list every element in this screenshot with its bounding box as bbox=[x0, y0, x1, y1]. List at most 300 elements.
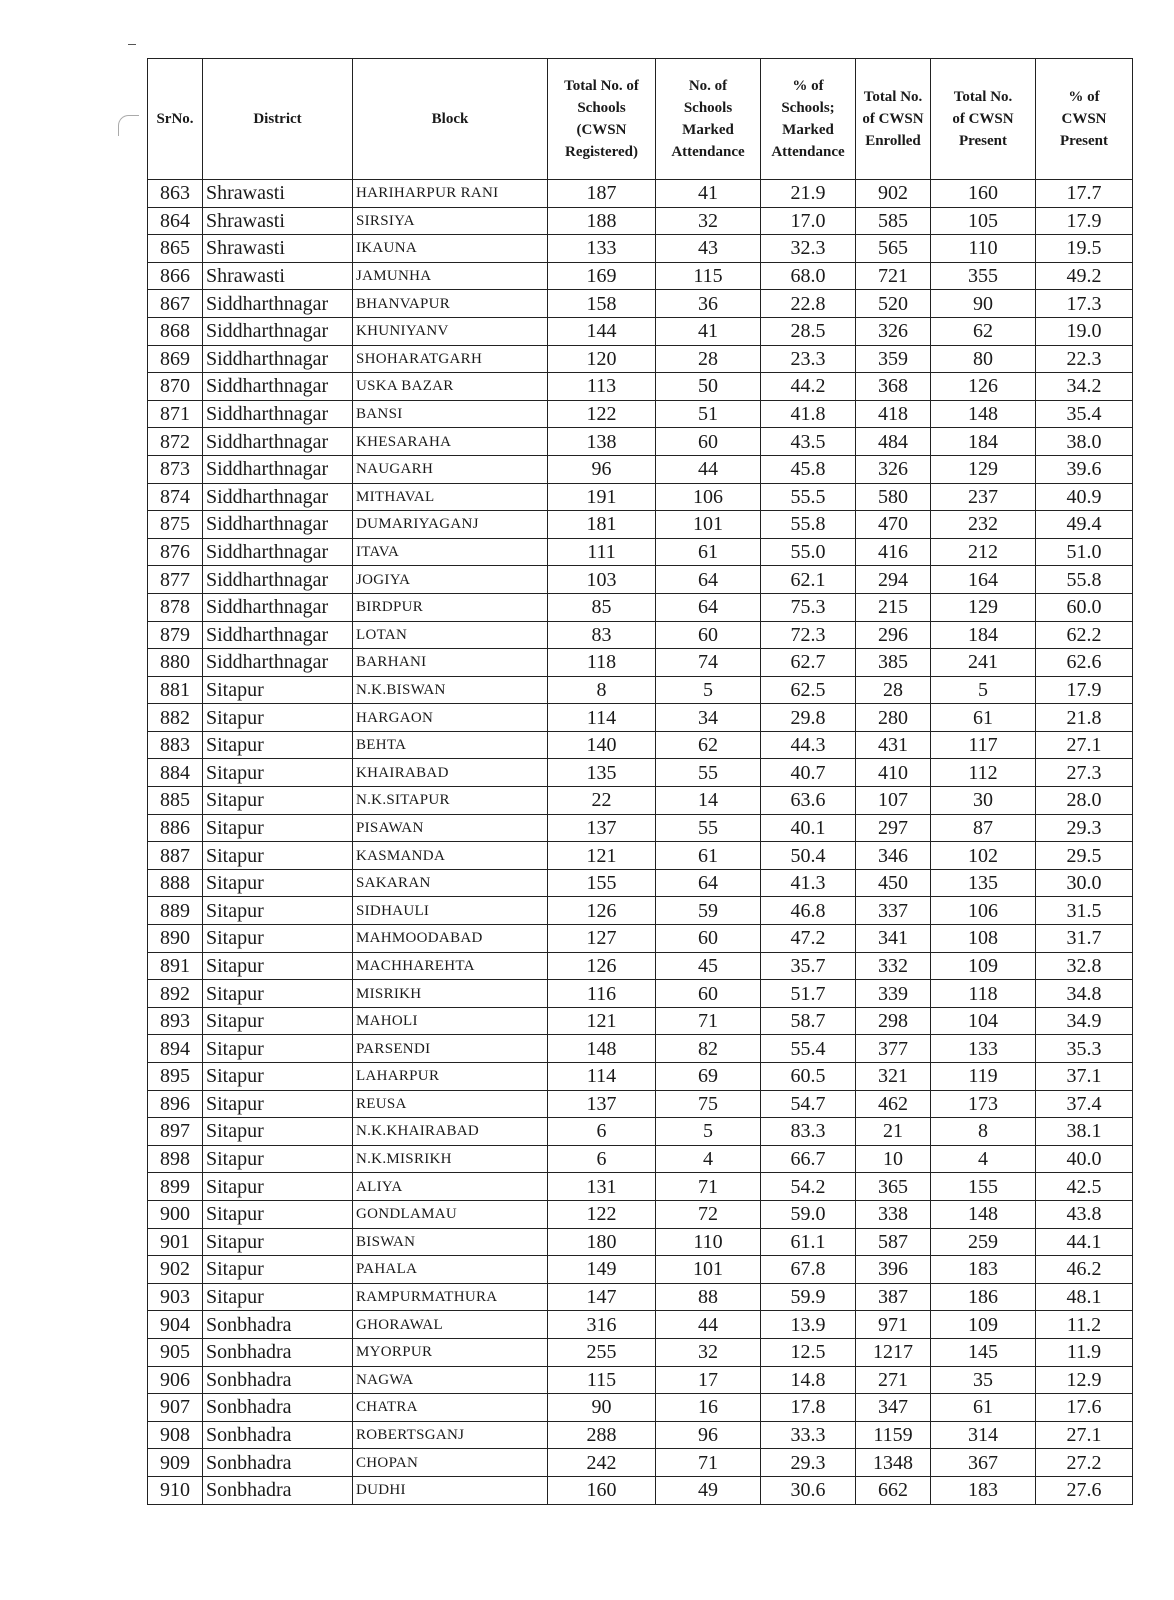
cell-present: 118 bbox=[931, 980, 1036, 1008]
table-row bbox=[148, 1173, 1133, 1201]
table-row bbox=[148, 1449, 1133, 1477]
cell-enrolled: 396 bbox=[856, 1256, 931, 1284]
cell-district: Sitapur bbox=[203, 1228, 353, 1256]
cell-marked-schools: 36 bbox=[656, 290, 761, 318]
cell-marked-schools: 96 bbox=[656, 1421, 761, 1449]
cell-srno: 910 bbox=[148, 1476, 203, 1504]
cell-marked-schools: 64 bbox=[656, 566, 761, 594]
cell-total-schools: 114 bbox=[548, 1063, 656, 1091]
cell-marked-schools: 106 bbox=[656, 483, 761, 511]
table-row bbox=[148, 235, 1133, 263]
cell-srno: 892 bbox=[148, 980, 203, 1008]
cell-block: N.K.MISRIKH bbox=[353, 1145, 548, 1173]
cell-pct-present: 17.6 bbox=[1036, 1394, 1133, 1422]
cell-enrolled: 587 bbox=[856, 1228, 931, 1256]
cell-marked-schools: 16 bbox=[656, 1394, 761, 1422]
cell-enrolled: 359 bbox=[856, 345, 931, 373]
table-row bbox=[148, 1228, 1133, 1256]
cell-district: Sitapur bbox=[203, 1118, 353, 1146]
cell-pct-present: 27.1 bbox=[1036, 1421, 1133, 1449]
cell-pct-schools: 59.0 bbox=[761, 1200, 856, 1228]
cell-marked-schools: 82 bbox=[656, 1035, 761, 1063]
cell-enrolled: 385 bbox=[856, 649, 931, 677]
table-row bbox=[148, 428, 1133, 456]
cell-block: KHESARAHA bbox=[353, 428, 548, 456]
cell-marked-schools: 60 bbox=[656, 925, 761, 953]
cell-total-schools: 126 bbox=[548, 952, 656, 980]
cell-pct-schools: 29.3 bbox=[761, 1449, 856, 1477]
cell-pct-present: 37.4 bbox=[1036, 1090, 1133, 1118]
cell-srno: 866 bbox=[148, 262, 203, 290]
cell-district: Sonbhadra bbox=[203, 1394, 353, 1422]
cell-total-schools: 188 bbox=[548, 207, 656, 235]
cell-block: KHUNIYANV bbox=[353, 317, 548, 345]
table-row bbox=[148, 787, 1133, 815]
cell-total-schools: 85 bbox=[548, 593, 656, 621]
cell-srno: 902 bbox=[148, 1256, 203, 1284]
cell-srno: 907 bbox=[148, 1394, 203, 1422]
cell-district: Sitapur bbox=[203, 1145, 353, 1173]
cell-srno: 888 bbox=[148, 869, 203, 897]
cell-pct-schools: 55.5 bbox=[761, 483, 856, 511]
cell-marked-schools: 61 bbox=[656, 842, 761, 870]
cell-district: Sitapur bbox=[203, 980, 353, 1008]
cell-district: Siddharthnagar bbox=[203, 455, 353, 483]
table-row bbox=[148, 566, 1133, 594]
cell-enrolled: 271 bbox=[856, 1366, 931, 1394]
cell-block: REUSA bbox=[353, 1090, 548, 1118]
cell-enrolled: 298 bbox=[856, 1007, 931, 1035]
cell-srno: 905 bbox=[148, 1338, 203, 1366]
cell-present: 8 bbox=[931, 1118, 1036, 1146]
table-row bbox=[148, 1200, 1133, 1228]
cell-enrolled: 410 bbox=[856, 759, 931, 787]
table-row bbox=[148, 952, 1133, 980]
cell-pct-schools: 13.9 bbox=[761, 1311, 856, 1339]
cell-present: 80 bbox=[931, 345, 1036, 373]
cell-total-schools: 147 bbox=[548, 1283, 656, 1311]
cell-district: Sitapur bbox=[203, 1007, 353, 1035]
cell-total-schools: 116 bbox=[548, 980, 656, 1008]
cell-pct-schools: 44.3 bbox=[761, 731, 856, 759]
cell-total-schools: 187 bbox=[548, 180, 656, 208]
cell-district: Siddharthnagar bbox=[203, 428, 353, 456]
cell-enrolled: 662 bbox=[856, 1476, 931, 1504]
cell-pct-present: 21.8 bbox=[1036, 704, 1133, 732]
cell-total-schools: 160 bbox=[548, 1476, 656, 1504]
table-row bbox=[148, 1366, 1133, 1394]
cell-pct-present: 27.2 bbox=[1036, 1449, 1133, 1477]
cell-srno: 901 bbox=[148, 1228, 203, 1256]
cell-pct-schools: 58.7 bbox=[761, 1007, 856, 1035]
cell-pct-present: 22.3 bbox=[1036, 345, 1133, 373]
cell-district: Sonbhadra bbox=[203, 1476, 353, 1504]
cell-present: 183 bbox=[931, 1476, 1036, 1504]
cell-total-schools: 135 bbox=[548, 759, 656, 787]
cell-present: 30 bbox=[931, 787, 1036, 815]
cell-district: Sitapur bbox=[203, 759, 353, 787]
cell-pct-present: 55.8 bbox=[1036, 566, 1133, 594]
cell-pct-present: 32.8 bbox=[1036, 952, 1133, 980]
cell-enrolled: 321 bbox=[856, 1063, 931, 1091]
table-row bbox=[148, 511, 1133, 539]
cell-block: SAKARAN bbox=[353, 869, 548, 897]
cell-marked-schools: 5 bbox=[656, 676, 761, 704]
cell-total-schools: 133 bbox=[548, 235, 656, 263]
cell-srno: 909 bbox=[148, 1449, 203, 1477]
cell-enrolled: 368 bbox=[856, 373, 931, 401]
cell-block: IKAUNA bbox=[353, 235, 548, 263]
cell-district: Shrawasti bbox=[203, 262, 353, 290]
cell-srno: 898 bbox=[148, 1145, 203, 1173]
cell-total-schools: 140 bbox=[548, 731, 656, 759]
cell-present: 367 bbox=[931, 1449, 1036, 1477]
cell-srno: 894 bbox=[148, 1035, 203, 1063]
cell-present: 186 bbox=[931, 1283, 1036, 1311]
cell-district: Sonbhadra bbox=[203, 1421, 353, 1449]
cell-enrolled: 326 bbox=[856, 455, 931, 483]
cell-enrolled: 326 bbox=[856, 317, 931, 345]
cell-pct-present: 35.3 bbox=[1036, 1035, 1133, 1063]
cell-pct-schools: 83.3 bbox=[761, 1118, 856, 1146]
cell-pct-present: 27.1 bbox=[1036, 731, 1133, 759]
cell-pct-schools: 17.0 bbox=[761, 207, 856, 235]
cell-present: 61 bbox=[931, 704, 1036, 732]
table-row bbox=[148, 621, 1133, 649]
cell-block: NAGWA bbox=[353, 1366, 548, 1394]
cell-srno: 870 bbox=[148, 373, 203, 401]
cell-marked-schools: 62 bbox=[656, 731, 761, 759]
cell-pct-present: 17.9 bbox=[1036, 207, 1133, 235]
cell-pct-schools: 46.8 bbox=[761, 897, 856, 925]
cell-total-schools: 138 bbox=[548, 428, 656, 456]
table-row bbox=[148, 1476, 1133, 1504]
cell-srno: 891 bbox=[148, 952, 203, 980]
cell-block: BISWAN bbox=[353, 1228, 548, 1256]
cell-present: 109 bbox=[931, 952, 1036, 980]
cell-pct-present: 48.1 bbox=[1036, 1283, 1133, 1311]
cell-district: Sitapur bbox=[203, 925, 353, 953]
table-row bbox=[148, 1394, 1133, 1422]
cell-srno: 904 bbox=[148, 1311, 203, 1339]
cell-total-schools: 255 bbox=[548, 1338, 656, 1366]
header-marked-schools: No. of Schools Marked Attendance bbox=[656, 59, 761, 180]
cell-pct-schools: 23.3 bbox=[761, 345, 856, 373]
table-row bbox=[148, 980, 1133, 1008]
cell-pct-present: 38.1 bbox=[1036, 1118, 1133, 1146]
cell-pct-schools: 51.7 bbox=[761, 980, 856, 1008]
cell-marked-schools: 88 bbox=[656, 1283, 761, 1311]
cell-district: Siddharthnagar bbox=[203, 649, 353, 677]
cell-enrolled: 418 bbox=[856, 400, 931, 428]
cell-pct-present: 19.5 bbox=[1036, 235, 1133, 263]
cell-srno: 875 bbox=[148, 511, 203, 539]
cell-pct-schools: 54.2 bbox=[761, 1173, 856, 1201]
cell-pct-present: 19.0 bbox=[1036, 317, 1133, 345]
cell-enrolled: 1348 bbox=[856, 1449, 931, 1477]
attendance-table-container bbox=[147, 58, 1132, 1505]
cell-block: BEHTA bbox=[353, 731, 548, 759]
cell-pct-schools: 75.3 bbox=[761, 593, 856, 621]
cell-district: Siddharthnagar bbox=[203, 373, 353, 401]
cell-present: 314 bbox=[931, 1421, 1036, 1449]
table-row bbox=[148, 897, 1133, 925]
cell-enrolled: 580 bbox=[856, 483, 931, 511]
cell-block: DUMARIYAGANJ bbox=[353, 511, 548, 539]
cell-block: LAHARPUR bbox=[353, 1063, 548, 1091]
cell-marked-schools: 71 bbox=[656, 1007, 761, 1035]
cell-enrolled: 337 bbox=[856, 897, 931, 925]
table-row bbox=[148, 207, 1133, 235]
header-pct-schools: % of Schools; Marked Attendance bbox=[761, 59, 856, 180]
cell-marked-schools: 44 bbox=[656, 455, 761, 483]
cell-enrolled: 377 bbox=[856, 1035, 931, 1063]
cell-pct-schools: 21.9 bbox=[761, 180, 856, 208]
cell-srno: 896 bbox=[148, 1090, 203, 1118]
cell-srno: 899 bbox=[148, 1173, 203, 1201]
cell-block: MITHAVAL bbox=[353, 483, 548, 511]
cell-present: 117 bbox=[931, 731, 1036, 759]
cell-marked-schools: 17 bbox=[656, 1366, 761, 1394]
cell-srno: 868 bbox=[148, 317, 203, 345]
cell-total-schools: 137 bbox=[548, 814, 656, 842]
cell-district: Sitapur bbox=[203, 1173, 353, 1201]
cell-marked-schools: 101 bbox=[656, 511, 761, 539]
cell-pct-schools: 32.3 bbox=[761, 235, 856, 263]
cell-present: 212 bbox=[931, 538, 1036, 566]
cell-srno: 889 bbox=[148, 897, 203, 925]
cell-total-schools: 181 bbox=[548, 511, 656, 539]
cell-block: PARSENDI bbox=[353, 1035, 548, 1063]
cell-total-schools: 120 bbox=[548, 345, 656, 373]
cell-pct-schools: 17.8 bbox=[761, 1394, 856, 1422]
cell-district: Sonbhadra bbox=[203, 1338, 353, 1366]
cell-total-schools: 83 bbox=[548, 621, 656, 649]
cell-enrolled: 971 bbox=[856, 1311, 931, 1339]
cell-district: Sitapur bbox=[203, 731, 353, 759]
cell-enrolled: 21 bbox=[856, 1118, 931, 1146]
cell-pct-schools: 14.8 bbox=[761, 1366, 856, 1394]
cell-district: Shrawasti bbox=[203, 235, 353, 263]
cell-present: 129 bbox=[931, 593, 1036, 621]
cell-block: KHAIRABAD bbox=[353, 759, 548, 787]
cell-present: 104 bbox=[931, 1007, 1036, 1035]
cell-marked-schools: 60 bbox=[656, 980, 761, 1008]
cell-enrolled: 297 bbox=[856, 814, 931, 842]
cell-district: Siddharthnagar bbox=[203, 317, 353, 345]
cell-total-schools: 316 bbox=[548, 1311, 656, 1339]
cell-present: 173 bbox=[931, 1090, 1036, 1118]
cell-srno: 878 bbox=[148, 593, 203, 621]
cell-marked-schools: 32 bbox=[656, 1338, 761, 1366]
cell-srno: 874 bbox=[148, 483, 203, 511]
cell-district: Siddharthnagar bbox=[203, 345, 353, 373]
cell-enrolled: 416 bbox=[856, 538, 931, 566]
cell-present: 61 bbox=[931, 1394, 1036, 1422]
cell-present: 237 bbox=[931, 483, 1036, 511]
cell-present: 232 bbox=[931, 511, 1036, 539]
cell-present: 148 bbox=[931, 400, 1036, 428]
cell-present: 112 bbox=[931, 759, 1036, 787]
cell-marked-schools: 32 bbox=[656, 207, 761, 235]
cell-marked-schools: 60 bbox=[656, 428, 761, 456]
table-row bbox=[148, 1035, 1133, 1063]
cell-total-schools: 191 bbox=[548, 483, 656, 511]
cell-total-schools: 111 bbox=[548, 538, 656, 566]
cell-block: N.K.SITAPUR bbox=[353, 787, 548, 815]
cell-enrolled: 280 bbox=[856, 704, 931, 732]
cell-total-schools: 122 bbox=[548, 1200, 656, 1228]
cell-pct-schools: 12.5 bbox=[761, 1338, 856, 1366]
table-row bbox=[148, 290, 1133, 318]
header-pct-present: % of CWSN Present bbox=[1036, 59, 1133, 180]
cell-pct-schools: 60.5 bbox=[761, 1063, 856, 1091]
cell-pct-present: 40.9 bbox=[1036, 483, 1133, 511]
cell-pct-schools: 55.4 bbox=[761, 1035, 856, 1063]
cell-marked-schools: 60 bbox=[656, 621, 761, 649]
cell-district: Shrawasti bbox=[203, 207, 353, 235]
cell-district: Siddharthnagar bbox=[203, 593, 353, 621]
cell-marked-schools: 49 bbox=[656, 1476, 761, 1504]
cell-pct-schools: 33.3 bbox=[761, 1421, 856, 1449]
cell-pct-present: 43.8 bbox=[1036, 1200, 1133, 1228]
cell-pct-present: 39.6 bbox=[1036, 455, 1133, 483]
cell-enrolled: 450 bbox=[856, 869, 931, 897]
cell-present: 106 bbox=[931, 897, 1036, 925]
cell-pct-present: 17.7 bbox=[1036, 180, 1133, 208]
cell-pct-present: 35.4 bbox=[1036, 400, 1133, 428]
cell-total-schools: 122 bbox=[548, 400, 656, 428]
cell-district: Siddharthnagar bbox=[203, 483, 353, 511]
cell-total-schools: 96 bbox=[548, 455, 656, 483]
cell-pct-schools: 55.0 bbox=[761, 538, 856, 566]
cell-district: Siddharthnagar bbox=[203, 511, 353, 539]
cell-present: 119 bbox=[931, 1063, 1036, 1091]
cell-marked-schools: 55 bbox=[656, 814, 761, 842]
cell-pct-present: 30.0 bbox=[1036, 869, 1133, 897]
cell-pct-present: 42.5 bbox=[1036, 1173, 1133, 1201]
cell-district: Sitapur bbox=[203, 1200, 353, 1228]
cell-pct-present: 62.6 bbox=[1036, 649, 1133, 677]
cell-district: Sitapur bbox=[203, 869, 353, 897]
cell-marked-schools: 101 bbox=[656, 1256, 761, 1284]
cell-marked-schools: 44 bbox=[656, 1311, 761, 1339]
cell-present: 87 bbox=[931, 814, 1036, 842]
cell-district: Sonbhadra bbox=[203, 1311, 353, 1339]
cell-pct-schools: 22.8 bbox=[761, 290, 856, 318]
cell-enrolled: 365 bbox=[856, 1173, 931, 1201]
cell-block: NAUGARH bbox=[353, 455, 548, 483]
cell-district: Sitapur bbox=[203, 842, 353, 870]
cell-block: BHANVAPUR bbox=[353, 290, 548, 318]
table-row bbox=[148, 373, 1133, 401]
cell-district: Sitapur bbox=[203, 1256, 353, 1284]
cell-enrolled: 470 bbox=[856, 511, 931, 539]
cell-pct-schools: 40.1 bbox=[761, 814, 856, 842]
cell-present: 184 bbox=[931, 621, 1036, 649]
table-row bbox=[148, 1311, 1133, 1339]
cell-srno: 903 bbox=[148, 1283, 203, 1311]
cell-pct-schools: 61.1 bbox=[761, 1228, 856, 1256]
table-row bbox=[148, 455, 1133, 483]
cell-pct-schools: 29.8 bbox=[761, 704, 856, 732]
cell-total-schools: 180 bbox=[548, 1228, 656, 1256]
cell-district: Sonbhadra bbox=[203, 1449, 353, 1477]
table-row bbox=[148, 731, 1133, 759]
cell-pct-present: 28.0 bbox=[1036, 787, 1133, 815]
cell-pct-schools: 41.8 bbox=[761, 400, 856, 428]
cell-pct-schools: 45.8 bbox=[761, 455, 856, 483]
cell-district: Sonbhadra bbox=[203, 1366, 353, 1394]
cell-enrolled: 296 bbox=[856, 621, 931, 649]
cell-enrolled: 339 bbox=[856, 980, 931, 1008]
cell-block: HARGAON bbox=[353, 704, 548, 732]
cell-block: ITAVA bbox=[353, 538, 548, 566]
cell-pct-schools: 59.9 bbox=[761, 1283, 856, 1311]
cell-pct-present: 27.6 bbox=[1036, 1476, 1133, 1504]
cell-srno: 906 bbox=[148, 1366, 203, 1394]
cell-district: Sitapur bbox=[203, 1283, 353, 1311]
cell-srno: 886 bbox=[148, 814, 203, 842]
table-row bbox=[148, 483, 1133, 511]
cell-district: Sitapur bbox=[203, 897, 353, 925]
header-total-schools: Total No. of Schools (CWSN Registered) bbox=[548, 59, 656, 180]
cell-pct-present: 29.5 bbox=[1036, 842, 1133, 870]
cell-srno: 877 bbox=[148, 566, 203, 594]
cell-marked-schools: 64 bbox=[656, 593, 761, 621]
table-row bbox=[148, 1338, 1133, 1366]
cell-enrolled: 28 bbox=[856, 676, 931, 704]
cell-marked-schools: 28 bbox=[656, 345, 761, 373]
cell-total-schools: 158 bbox=[548, 290, 656, 318]
cell-marked-schools: 50 bbox=[656, 373, 761, 401]
cell-present: 102 bbox=[931, 842, 1036, 870]
cell-enrolled: 585 bbox=[856, 207, 931, 235]
cell-pct-present: 27.3 bbox=[1036, 759, 1133, 787]
cell-district: Shrawasti bbox=[203, 180, 353, 208]
cell-pct-schools: 62.5 bbox=[761, 676, 856, 704]
cell-district: Sitapur bbox=[203, 952, 353, 980]
cell-srno: 885 bbox=[148, 787, 203, 815]
cell-total-schools: 114 bbox=[548, 704, 656, 732]
cell-total-schools: 127 bbox=[548, 925, 656, 953]
margin-mark bbox=[128, 44, 136, 45]
cell-pct-present: 60.0 bbox=[1036, 593, 1133, 621]
cell-district: Siddharthnagar bbox=[203, 566, 353, 594]
cell-pct-schools: 62.1 bbox=[761, 566, 856, 594]
cell-marked-schools: 69 bbox=[656, 1063, 761, 1091]
cell-block: N.K.KHAIRABAD bbox=[353, 1118, 548, 1146]
cell-marked-schools: 41 bbox=[656, 317, 761, 345]
cell-marked-schools: 59 bbox=[656, 897, 761, 925]
cell-block: HARIHARPUR RANI bbox=[353, 180, 548, 208]
cell-pct-schools: 41.3 bbox=[761, 869, 856, 897]
table-row bbox=[148, 1145, 1133, 1173]
cell-marked-schools: 34 bbox=[656, 704, 761, 732]
cell-block: JAMUNHA bbox=[353, 262, 548, 290]
cell-enrolled: 294 bbox=[856, 566, 931, 594]
cell-total-schools: 288 bbox=[548, 1421, 656, 1449]
cell-pct-schools: 43.5 bbox=[761, 428, 856, 456]
cell-srno: 864 bbox=[148, 207, 203, 235]
cell-block: LOTAN bbox=[353, 621, 548, 649]
header-row bbox=[148, 59, 1133, 180]
cell-pct-present: 31.7 bbox=[1036, 925, 1133, 953]
cell-present: 4 bbox=[931, 1145, 1036, 1173]
cell-srno: 893 bbox=[148, 1007, 203, 1035]
cell-marked-schools: 61 bbox=[656, 538, 761, 566]
table-row bbox=[148, 704, 1133, 732]
